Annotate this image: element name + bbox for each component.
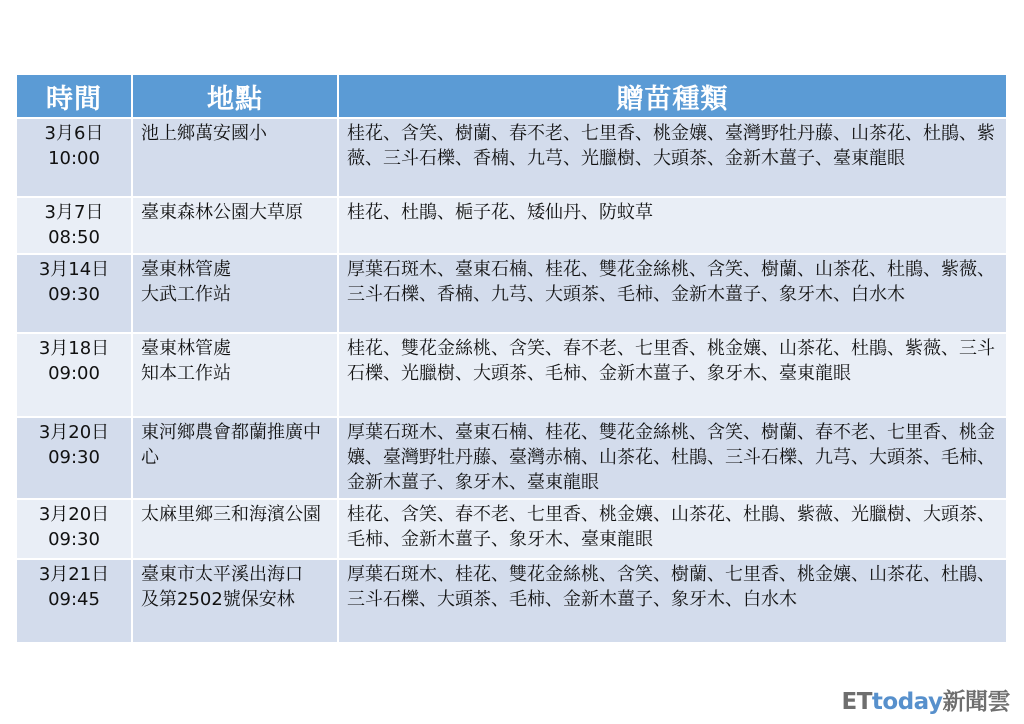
cell-place xyxy=(132,559,338,642)
cell-time: 09:30 xyxy=(48,284,100,305)
cell-place-line: 及第2502號保安林 xyxy=(141,589,295,610)
cell-place xyxy=(132,118,338,197)
cell-place xyxy=(132,417,338,499)
cell-date: 3月20日 xyxy=(38,422,110,443)
cell-time: 10:00 xyxy=(48,148,100,169)
cell-date: 3月21日 xyxy=(38,564,110,585)
header-species: 贈苗種類 xyxy=(338,75,1006,118)
table-row xyxy=(17,417,1006,499)
cell-place xyxy=(132,333,338,417)
cell-datetime xyxy=(17,118,132,197)
cell-place xyxy=(132,254,338,333)
header-place: 地點 xyxy=(132,75,338,118)
cell-datetime xyxy=(17,417,132,499)
table-row xyxy=(17,197,1006,254)
cell-species: 桂花、含笑、春不老、七里香、桃金孃、山茶花、杜鵑、紫薇、光臘樹、大頭茶、毛柿、金新木薑子、象牙木、臺東龍眼 xyxy=(338,499,1006,559)
cell-species: 桂花、雙花金絲桃、含笑、春不老、七里香、桃金孃、山茶花、杜鵑、紫薇、三斗石櫟、光臘樹、大頭茶、毛柿、金新木薑子、象牙木、臺東龍眼 xyxy=(338,333,1006,417)
cell-date: 3月6日 xyxy=(44,123,104,144)
cell-time: 09:30 xyxy=(48,529,100,550)
cell-place-line: 臺東森林公園大草原 xyxy=(141,202,303,223)
table-row xyxy=(17,118,1006,197)
cell-species: 厚葉石斑木、臺東石楠、桂花、雙花金絲桃、含笑、樹蘭、春不老、七里香、桃金孃、臺灣野牡丹藤、臺灣赤楠、山茶花、杜鵑、三斗石櫟、九芎、大頭茶、毛柿、金新木薑子、象牙木、臺東龍眼 xyxy=(338,417,1006,499)
table-row xyxy=(17,499,1006,559)
cell-place-line: 大武工作站 xyxy=(141,284,231,305)
cell-date: 3月7日 xyxy=(44,202,104,223)
cell-place-line: 池上鄉萬安國小 xyxy=(141,123,267,144)
cell-place xyxy=(132,499,338,559)
header-row xyxy=(17,75,1006,118)
cell-place-line: 臺東林管處 xyxy=(141,338,231,359)
cell-time: 09:00 xyxy=(48,363,100,384)
cell-species: 桂花、含笑、樹蘭、春不老、七里香、桃金孃、臺灣野牡丹藤、山茶花、杜鵑、紫薇、三斗石櫟、香楠、九芎、光臘樹、大頭茶、金新木薑子、臺東龍眼 xyxy=(338,118,1006,197)
cell-datetime xyxy=(17,499,132,559)
cell-datetime xyxy=(17,333,132,417)
cell-datetime xyxy=(17,559,132,642)
cell-place-line: 知本工作站 xyxy=(141,363,231,384)
cell-place-line: 太麻里鄉三和海濱公園 xyxy=(141,504,321,525)
table-body xyxy=(17,118,1006,642)
cell-date: 3月14日 xyxy=(38,259,110,280)
watermark-accent: today xyxy=(871,689,943,715)
cell-species: 厚葉石斑木、桂花、雙花金絲桃、含笑、樹蘭、七里香、桃金孃、山茶花、杜鵑、三斗石櫟、大頭茶、毛柿、金新木薑子、象牙木、白水木 xyxy=(338,559,1006,642)
cell-place-line: 東河鄉農會都蘭推廣中心 xyxy=(141,422,321,468)
watermark-logo xyxy=(842,683,1010,716)
cell-time: 08:50 xyxy=(48,227,100,248)
seedling-schedule-table xyxy=(17,75,1006,642)
header-time: 時間 xyxy=(17,75,132,118)
cell-time: 09:45 xyxy=(48,589,100,610)
cell-place-line: 臺東市太平溪出海口 xyxy=(141,564,303,585)
cell-time: 09:30 xyxy=(48,447,100,468)
table-row xyxy=(17,254,1006,333)
table-row xyxy=(17,559,1006,642)
table-row xyxy=(17,333,1006,417)
cell-species: 桂花、杜鵑、梔子花、矮仙丹、防蚊草 xyxy=(338,197,1006,254)
cell-place-line: 臺東林管處 xyxy=(141,259,231,280)
cell-date: 3月20日 xyxy=(38,504,110,525)
cell-species: 厚葉石斑木、臺東石楠、桂花、雙花金絲桃、含笑、樹蘭、山茶花、杜鵑、紫薇、三斗石櫟、香楠、九芎、大頭茶、毛柿、金新木薑子、象牙木、白水木 xyxy=(338,254,1006,333)
cell-datetime xyxy=(17,254,132,333)
cell-date: 3月18日 xyxy=(38,338,110,359)
watermark-prefix: ET xyxy=(841,689,872,715)
watermark-suffix: 新聞雲 xyxy=(942,689,1010,715)
cell-datetime xyxy=(17,197,132,254)
cell-place xyxy=(132,197,338,254)
